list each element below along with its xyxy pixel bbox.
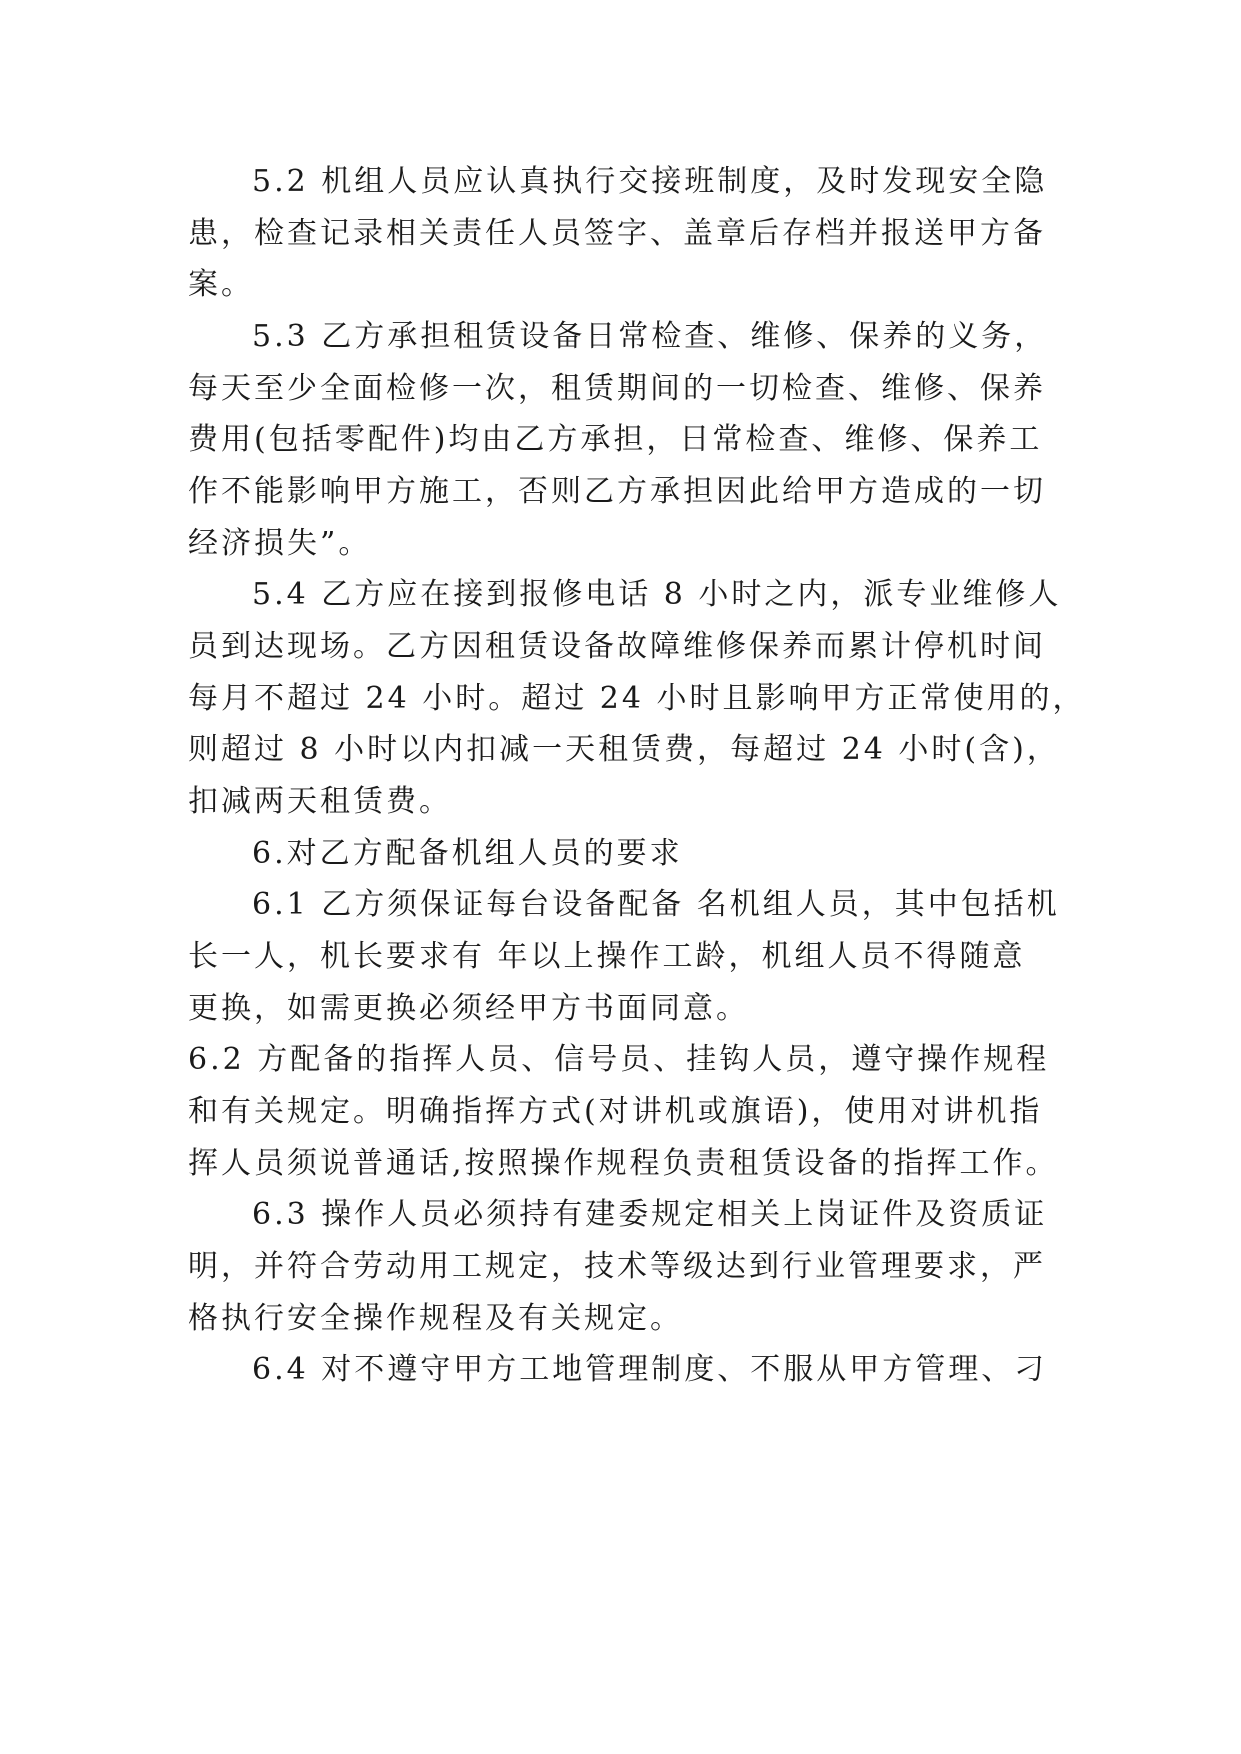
- text-line: 6.1 乙方须保证每台设备配备 名机组人员，其中包括机: [252, 887, 1060, 922]
- text-line: 每月不超过 24 小时。超过 24 小时且影响甲方正常使用的，: [188, 681, 1086, 716]
- text-line: 5.4 乙方应在接到报修电话 8 小时之内，派专业维修人: [252, 577, 1062, 612]
- text-line: 5.3 乙方承担租赁设备日常检查、维修、保养的义务，: [252, 319, 1048, 354]
- text-line: 长一人，机长要求有 年以上操作工龄，机组人员不得随意: [188, 939, 1026, 974]
- section-heading: 6.对乙方配备机组人员的要求: [252, 836, 683, 871]
- text-line: 挥人员须说普通话,按照操作规程负责租赁设备的指挥工作。: [188, 1146, 1059, 1181]
- text-line: 作不能影响甲方施工，否则乙方承担因此给甲方造成的一切: [188, 474, 1046, 509]
- text-line: 费用(包括零配件)均由乙方承担，日常检查、维修、保养工: [188, 422, 1043, 457]
- text-line: 员到达现场。乙方因租赁设备故障维修保养而累计停机时间: [188, 629, 1046, 664]
- text-line: 案。: [188, 267, 254, 302]
- text-line: 患，检查记录相关责任人员签字、盖章后存档并报送甲方备: [188, 216, 1046, 251]
- text-line: 6.3 操作人员必须持有建委规定相关上岗证件及资质证: [252, 1197, 1048, 1232]
- text-line: 6.2 方配备的指挥人员、信号员、挂钩人员，遵守操作规程: [188, 1042, 1050, 1077]
- text-line: 更换，如需更换必须经甲方书面同意。: [188, 991, 749, 1026]
- text-line: 经济损失”。: [188, 526, 372, 561]
- text-line: 6.4 对不遵守甲方工地管理制度、不服从甲方管理、刁: [252, 1352, 1048, 1387]
- text-line: 扣减两天租赁费。: [188, 784, 452, 819]
- text-line: 格执行安全操作规程及有关规定。: [188, 1301, 683, 1336]
- text-line: 明，并符合劳动用工规定，技术等级达到行业管理要求，严: [188, 1249, 1046, 1284]
- text-line: 每天至少全面检修一次，租赁期间的一切检查、维修、保养: [188, 371, 1046, 406]
- text-line: 5.2 机组人员应认真执行交接班制度，及时发现安全隐: [252, 164, 1048, 199]
- text-line: 则超过 8 小时以内扣减一天租赁费，每超过 24 小时(含)，: [188, 732, 1060, 767]
- text-line: 和有关规定。明确指挥方式(对讲机或旗语)，使用对讲机指: [188, 1094, 1043, 1129]
